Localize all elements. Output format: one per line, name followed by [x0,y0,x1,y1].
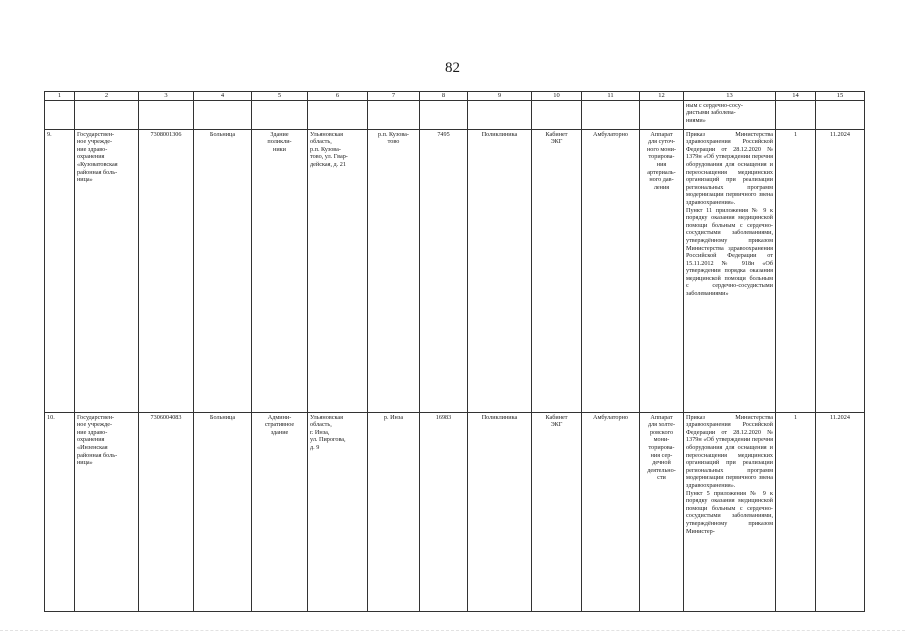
organization-name: Государствен- ное учрежде- ние здраво- охранения «Инзенская районная боль- ница» [75,412,139,611]
building-type: Админи- стративное здание [252,412,308,611]
equipment-table [44,91,865,612]
equipment-name: Аппарат для суточ- ного мони- торирова- ния артериаль- ного дав- ления [640,129,684,412]
quantity-cell: 1 [776,412,816,611]
equipment-name: Аппарат для холте- ровского мони- торирова- ния сер- дечной деятельно- сти [640,412,684,611]
building-type: Здание поликли- ники [252,129,308,412]
column-number: 9 [468,92,532,101]
table-row [45,129,865,412]
table-row [45,412,865,611]
locality-cell: р. Инза [368,412,420,611]
locality-cell: р.п. Кузова- тово [368,129,420,412]
scan-edge-line [0,630,905,632]
column-number: 14 [776,92,816,101]
column-number: 6 [308,92,368,101]
column-number: 15 [816,92,865,101]
column-number-row [45,92,865,101]
facility-type: Больница [194,412,252,611]
page-number: 82 [445,60,460,76]
unit-type: Поликлиника [468,412,532,611]
quantity-cell: 1 [776,129,816,412]
column-number: 7 [368,92,420,101]
population-cell: 16983 [420,412,468,611]
column-number: 11 [582,92,640,101]
unit-type: Поликлиника [468,129,532,412]
organization-name: Государствен- ное учрежде- ние здраво- охранения «Кузоватовская районная боль- ница» [75,129,139,412]
room-cell: Кабинет ЭКГ [532,129,582,412]
column-number: 12 [640,92,684,101]
population-cell: 7495 [420,129,468,412]
row-number: 9. [45,129,75,412]
date-cell: 11.2024 [816,412,865,611]
column-number: 5 [252,92,308,101]
column-number: 8 [420,92,468,101]
care-mode: Амбулаторно [582,412,640,611]
column-number: 10 [532,92,582,101]
inn-cell: 7306004083 [139,412,194,611]
column-number: 4 [194,92,252,101]
care-mode: Амбулаторно [582,129,640,412]
continuation-row [45,100,865,129]
column-number: 3 [139,92,194,101]
inn-cell: 7308001306 [139,129,194,412]
room-cell: Кабинет ЭКГ [532,412,582,611]
facility-type: Больница [194,129,252,412]
legal-basis-cell: Приказ Министерства здравоохранения Российской Федерации от 28.12.2020 № 1379н «Об утверждении перечня оборудования для оснащения и переоснащения медицинских организаций при реализации региональных программ модернизации первичного звена здравоохранения». Пункт 5 приложения № 9 к порядку оказания медицинской помощи больным с сердечно-сосудистыми заболеваниями, утверждённому приказом Министер- [684,412,776,611]
column-number: 13 [684,92,776,101]
row-number: 10. [45,412,75,611]
column-number: 1 [45,92,75,101]
column-number: 2 [75,92,139,101]
date-cell: 11.2024 [816,129,865,412]
address-cell: Ульяновская область, р.п. Кузова- тово, ул. Гвар- дейская, д. 21 [308,129,368,412]
legal-basis-cell: Приказ Министерства здравоохранения Российской Федерации от 28.12.2020 № 1379н «Об утверждении перечня оборудования для оснащения и переоснащения медицинских организаций при реализации региональных программ модернизации первичного звена здравоохранения». Пункт 11 приложения № 9 к порядку оказания медицинской помощи больным с сердечно-сосудистыми заболеваниями, утверждённому приказом Министерства здравоохранения Российской Федерации от 15.11.2012 № 918н «Об утверждении порядка оказания медицинской помощи больным с сердечно-сосудистыми заболеваниями» [684,129,776,412]
legal-basis-cell: ным с сердечно-сосу- дистыми заболева- ниями» [684,100,776,129]
address-cell: Ульяновская область, г. Инза, ул. Пирогова, д. 9 [308,412,368,611]
